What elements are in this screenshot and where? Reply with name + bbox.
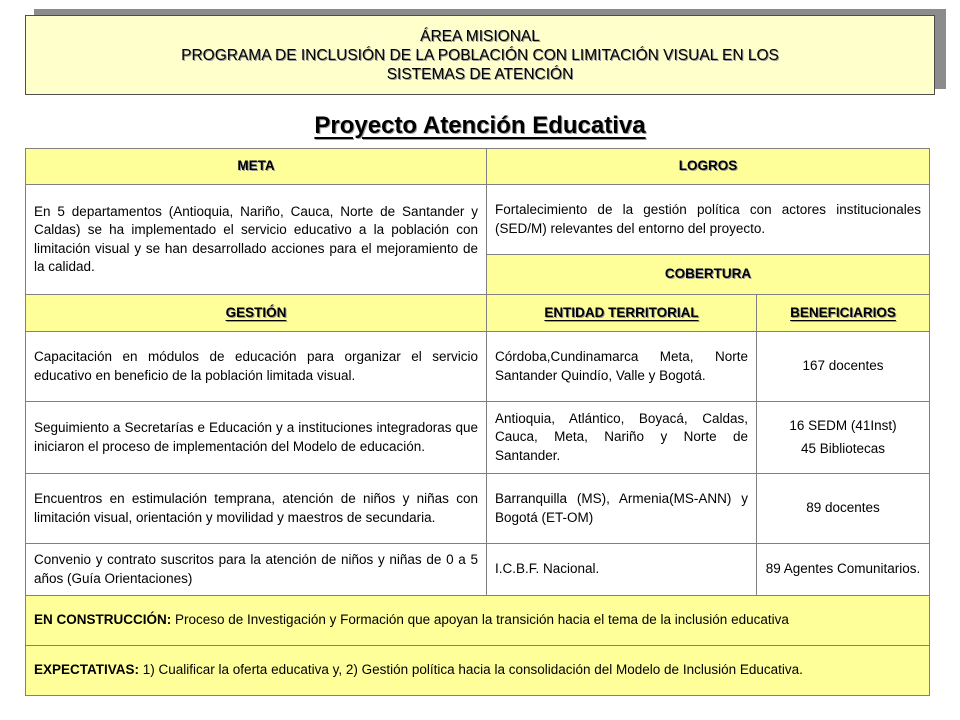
table-row	[26, 402, 930, 474]
construccion-text: Proceso de Investigación y Formación que apoyan la transición hacia el tema de la inclusión educativa	[171, 612, 789, 628]
header-entidad: ENTIDAD TERRITORIAL	[487, 295, 757, 332]
beneficiarios-cell	[757, 544, 930, 596]
entidad-cell: Barranquilla (MS), Armenia(MS-ANN) y Bogotá (ET-OM)	[487, 474, 757, 544]
table-row	[26, 544, 930, 596]
banner-line-systems: SISTEMAS DE ATENCIÓN	[386, 65, 574, 83]
table-row	[26, 474, 930, 544]
logros-text: Fortalecimiento de la gestión política con actores institucionales (SED/M) relevantes del entorno del proyecto.	[487, 185, 930, 255]
entidad-cell: Córdoba,Cundinamarca Meta, Norte Santander Quindío, Valle y Bogotá.	[487, 332, 757, 402]
table-row	[26, 332, 930, 402]
construccion-row	[26, 596, 930, 646]
header-cobertura: COBERTURA	[487, 255, 930, 295]
expectativas-label: EXPECTATIVAS:	[34, 662, 140, 678]
header-row	[26, 149, 930, 185]
banner-line-program: PROGRAMA DE INCLUSIÓN DE LA POBLACIÓN CON LIMITACIÓN VISUAL EN LOS	[181, 46, 779, 64]
expectativas-text: 1) Cualificar la oferta educativa y, 2) Gestión política hacia la consolidación del Modelo de Inclusión Educativa.	[139, 662, 803, 678]
construccion-note	[26, 596, 930, 646]
page-title: Proyecto Atención Educativa	[314, 112, 646, 139]
beneficiarios-value: 89 Agentes Comunitarios.	[765, 561, 921, 577]
beneficiarios-value: 89 docentes	[806, 500, 880, 516]
header-meta: META	[26, 149, 487, 185]
expectativas-row	[26, 646, 930, 696]
meta-row	[26, 185, 930, 255]
construccion-label: EN CONSTRUCCIÓN:	[34, 612, 172, 628]
beneficiarios-cell	[757, 474, 930, 544]
gestion-cell: Seguimiento a Secretarías e Educación y a instituciones integradoras que iniciaron el proceso de implementación del Modelo de educación.	[26, 402, 487, 474]
beneficiarios-cell	[757, 402, 930, 474]
expectativas-note	[26, 646, 930, 696]
entidad-cell: I.C.B.F. Nacional.	[487, 544, 757, 596]
gestion-cell: Convenio y contrato suscritos para la atención de niños y niñas de 0 a 5 años (Guía Orientaciones)	[26, 544, 487, 596]
gestion-cell: Capacitación en módulos de educación para organizar el servicio educativo en beneficio de la población limitada visual.	[26, 332, 487, 402]
beneficiarios-value: 45 Bibliotecas	[800, 441, 886, 456]
beneficiarios-value: 16 SEDM (41Inst)	[789, 417, 897, 433]
meta-text: En 5 departamentos (Antioquia, Nariño, Cauca, Norte de Santander y Caldas) se ha implementado el servicio educativo a la población con limitación visual y se han desarrollado acciones para el mejoramiento de la calidad.	[26, 185, 487, 295]
banner	[25, 15, 935, 95]
gestion-cell: Encuentros en estimulación temprana, atención de niños y niñas con limitación visual, orientación y movilidad y maestros de secundaria.	[26, 474, 487, 544]
header-beneficiarios: BENEFICIARIOS	[757, 295, 930, 332]
header-gestion: GESTIÓN	[26, 295, 487, 332]
beneficiarios-cell	[757, 332, 930, 402]
banner-line-area: ÁREA MISIONAL	[420, 27, 540, 45]
subheader-row	[26, 295, 930, 332]
header-logros: LOGROS	[487, 149, 930, 185]
project-table	[25, 148, 930, 696]
beneficiarios-value: 167 docentes	[802, 358, 884, 374]
entidad-cell: Antioquia, Atlántico, Boyacá, Caldas, Cauca, Meta, Nariño y Norte de Santander.	[487, 402, 757, 474]
